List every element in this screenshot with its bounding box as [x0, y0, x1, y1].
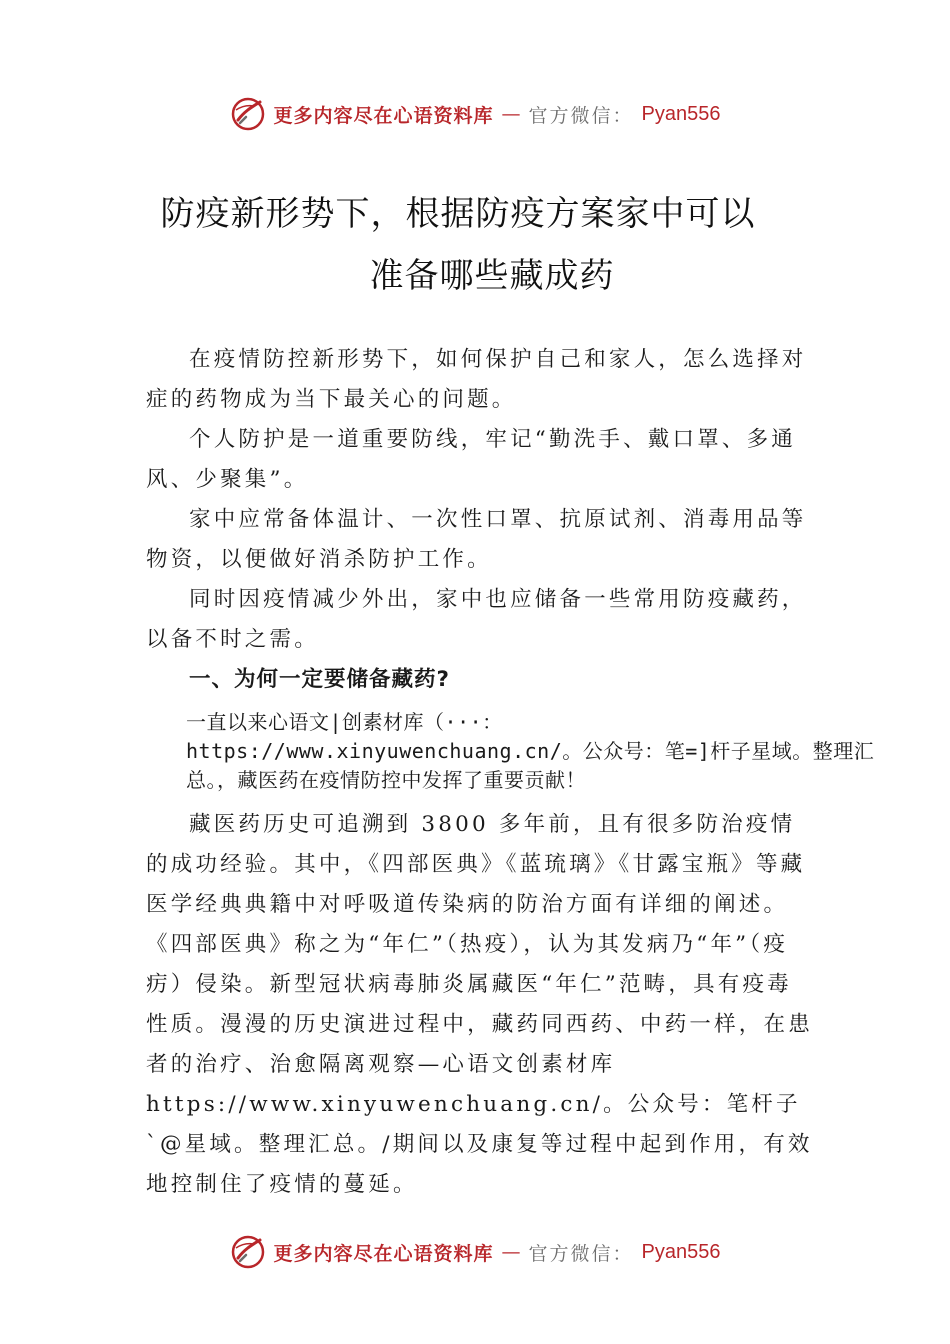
paragraph-3: 家中应常备体温计、一次性口罩、抗原试剂、消毒用品等物资，以便做好消杀防护工作。 [146, 507, 807, 572]
banner-brand-text: 更多内容尽在心语资料库 [273, 1242, 494, 1265]
banner-wechat-label: 官方微信： [528, 1242, 634, 1265]
paragraph-4: 同时因疫情减少外出，家中也应储备一些常用防疫藏药，以备不时之需。 [146, 587, 807, 652]
title-line-1: 防疫新形势下，根据防疫方案家中可以 [160, 194, 756, 234]
brush-logo-icon [230, 96, 266, 132]
article-body [146, 340, 875, 1205]
banner-dash: — [501, 103, 521, 125]
banner-wechat-id: Pyan556 [641, 102, 721, 125]
brush-logo-icon [230, 1234, 266, 1270]
banner-wechat-id: Pyan556 [641, 1240, 721, 1263]
paragraph-5: 一直以来心语文|创素材库（···：https://www.xinyuwenchuang.cn/。公众号：笔=]杆子星域。整理汇总。，藏医药在疫情防控中发挥了重要贡献！ [186, 710, 875, 792]
footer-banner [0, 1232, 950, 1272]
paragraph-1: 在疫情防控新形势下，如何保护自己和家人，怎么选择对症的药物成为当下最关心的问题。 [146, 347, 807, 412]
title-line-2: 准备哪些藏成药 [369, 256, 615, 296]
paragraph-2: 个人防护是一道重要防线，牢记“勤洗手、戴口罩、多通风、少聚集”。 [146, 427, 796, 492]
paragraph-6: 藏医药历史可追溯到 3800 多年前，且有很多防治疫情的成功经验。其中，《四部医典》《蓝琉璃》《甘露宝瓶》等藏医学经典典籍中对呼吸道传染病的防治方面有详细的阐述。《四部医典》称之为“年仁”（热疫），认为其发病乃“年”（疫疠）侵染。新型冠状病毒肺炎属藏医“年仁”范畴，具有疫毒性质。漫漫的历史演进过程中，藏药同西药、中药一样，在患者的治疗、治愈隔离观察—心语文创素材库https://www.xinyuwenchuang.cn/。公众号：笔杆子`@星域。整理汇总。/期间以及康复等过程中起到作用，有效地控制住了疫情的蔓延。 [146, 812, 813, 1197]
section-heading-1: 一、为何一定要储备藏药? [189, 667, 450, 692]
banner-dash: — [501, 1241, 521, 1263]
banner-brand-text: 更多内容尽在心语资料库 [273, 104, 494, 127]
banner-wechat-label: 官方微信： [528, 104, 634, 127]
header-banner [0, 94, 950, 134]
